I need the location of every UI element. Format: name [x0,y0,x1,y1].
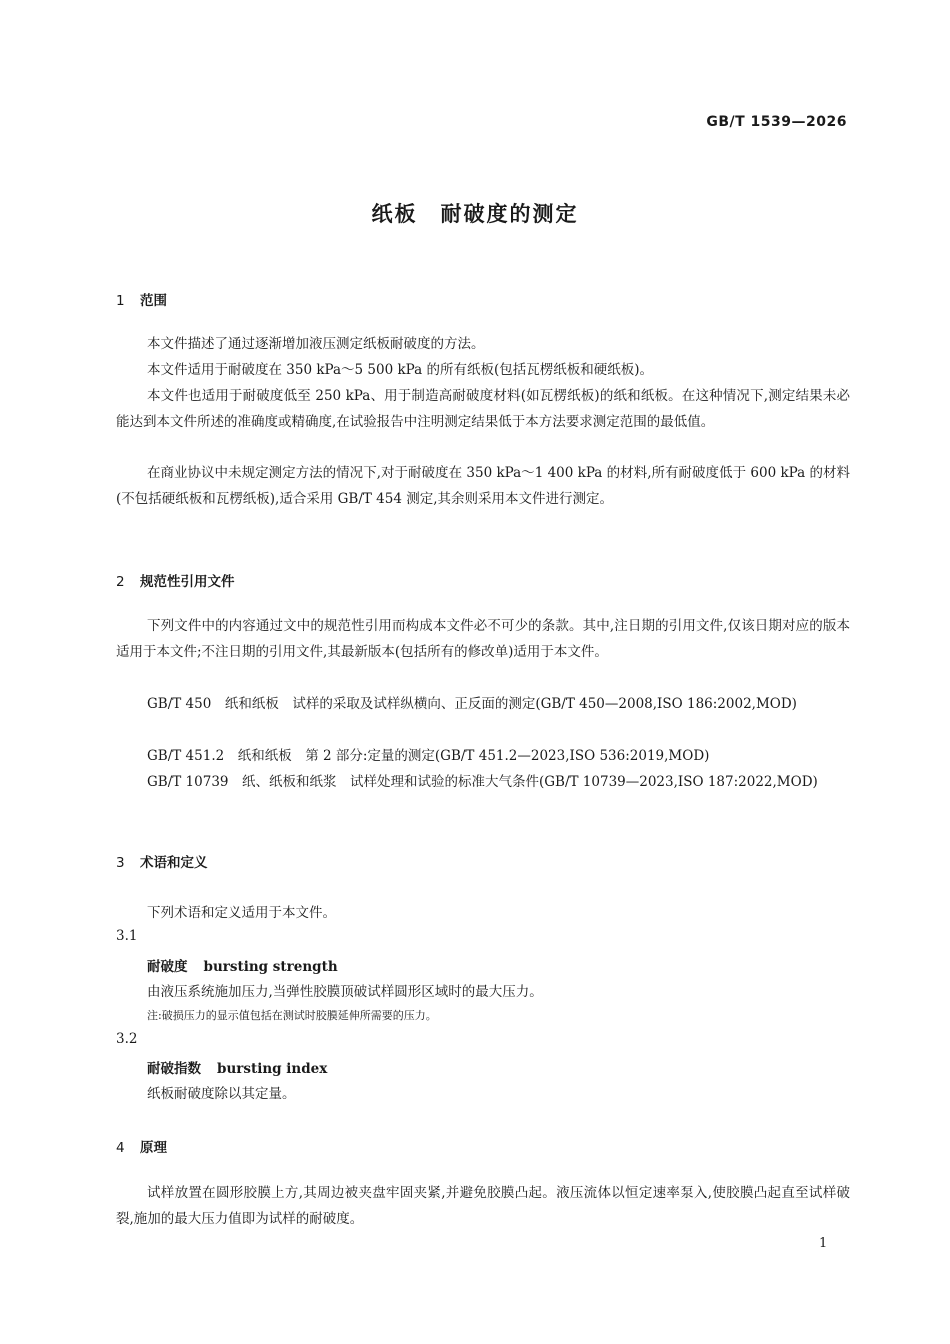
term-zh: 耐破度 [147,959,188,975]
term-note: 注:破损压力的显示值包括在测试时胶膜延伸所需要的压力。 [147,1009,437,1022]
term-entry [147,1057,327,1077]
section-number: 2 [116,574,125,590]
term-en: bursting strength [203,959,338,975]
scope-paragraph-3: 本文件也适用于耐破度低至 250 kPa、用于制造高耐破度材料(如瓦楞纸板)的纸和纸板。在这种情况下,测定结果未必能达到本文件所述的准确度或精确度,在试验报告中注明测定结果低于本方法要求测定范围的最低值。 [116,388,850,430]
scope-paragraph-2: 本文件适用于耐破度在 350 kPa～5 500 kPa 的所有纸板(包括瓦楞纸板和硬纸板)。 [147,362,654,378]
section-heading-terms [116,851,208,871]
section-number: 3 [116,855,125,871]
reference-item-2: GB/T 451.2 纸和纸板 第 2 部分:定量的测定(GB/T 451.2—2023,ISO 536:2019,MOD) [147,748,710,764]
term-entry [147,955,338,975]
section-heading-principle [116,1136,167,1156]
standard-number: GB/T 1539—2026 [706,114,847,130]
section-number: 4 [116,1140,125,1156]
section-title: 范围 [140,293,167,309]
section-heading-scope [116,289,167,309]
term-zh: 耐破指数 [147,1061,201,1077]
term-en: bursting index [217,1061,328,1077]
term-definition: 纸板耐破度除以其定量。 [147,1086,296,1102]
reference-item-1: GB/T 450 纸和纸板 试样的采取及试样纵横向、正反面的测定(GB/T 450—2008,ISO 186:2002,MOD) [147,696,797,712]
principle-paragraph: 试样放置在圆形胶膜上方,其周边被夹盘牢固夹紧,并避免胶膜凸起。液压流体以恒定速率泵入,使胶膜凸起直至试样破裂,施加的最大压力值即为试样的耐破度。 [116,1185,850,1227]
scope-paragraph-1: 本文件描述了通过逐渐增加液压测定纸板耐破度的方法。 [147,336,485,352]
reference-item-3: GB/T 10739 纸、纸板和纸浆 试样处理和试验的标准大气条件(GB/T 10739—2023,ISO 187:2022,MOD) [147,774,818,790]
term-number: 3.2 [116,1031,138,1047]
section-title: 规范性引用文件 [140,574,235,590]
document-title: 纸板 耐破度的测定 [371,202,579,226]
section-title: 原理 [140,1140,167,1156]
references-intro: 下列文件中的内容通过文中的规范性引用而构成本文件必不可少的条款。其中,注日期的引用文件,仅该日期对应的版本适用于本文件;不注日期的引用文件,其最新版本(包括所有的修改单)适用于本文件。 [116,618,850,660]
term-definition: 由液压系统施加压力,当弹性胶膜顶破试样圆形区域时的最大压力。 [147,984,543,1000]
terms-intro: 下列术语和定义适用于本文件。 [147,905,336,921]
scope-paragraph-4: 在商业协议中未规定测定方法的情况下,对于耐破度在 350 kPa～1 400 kPa 的材料,所有耐破度低于 600 kPa 的材料(不包括硬纸板和瓦楞纸板),适合采用 GB/T 454 测定,其余则采用本文件进行测定。 [116,465,850,507]
section-title: 术语和定义 [140,855,208,871]
page-number: 1 [819,1236,828,1251]
section-heading-references [116,570,235,590]
section-number: 1 [116,293,125,309]
term-number: 3.1 [116,928,138,944]
